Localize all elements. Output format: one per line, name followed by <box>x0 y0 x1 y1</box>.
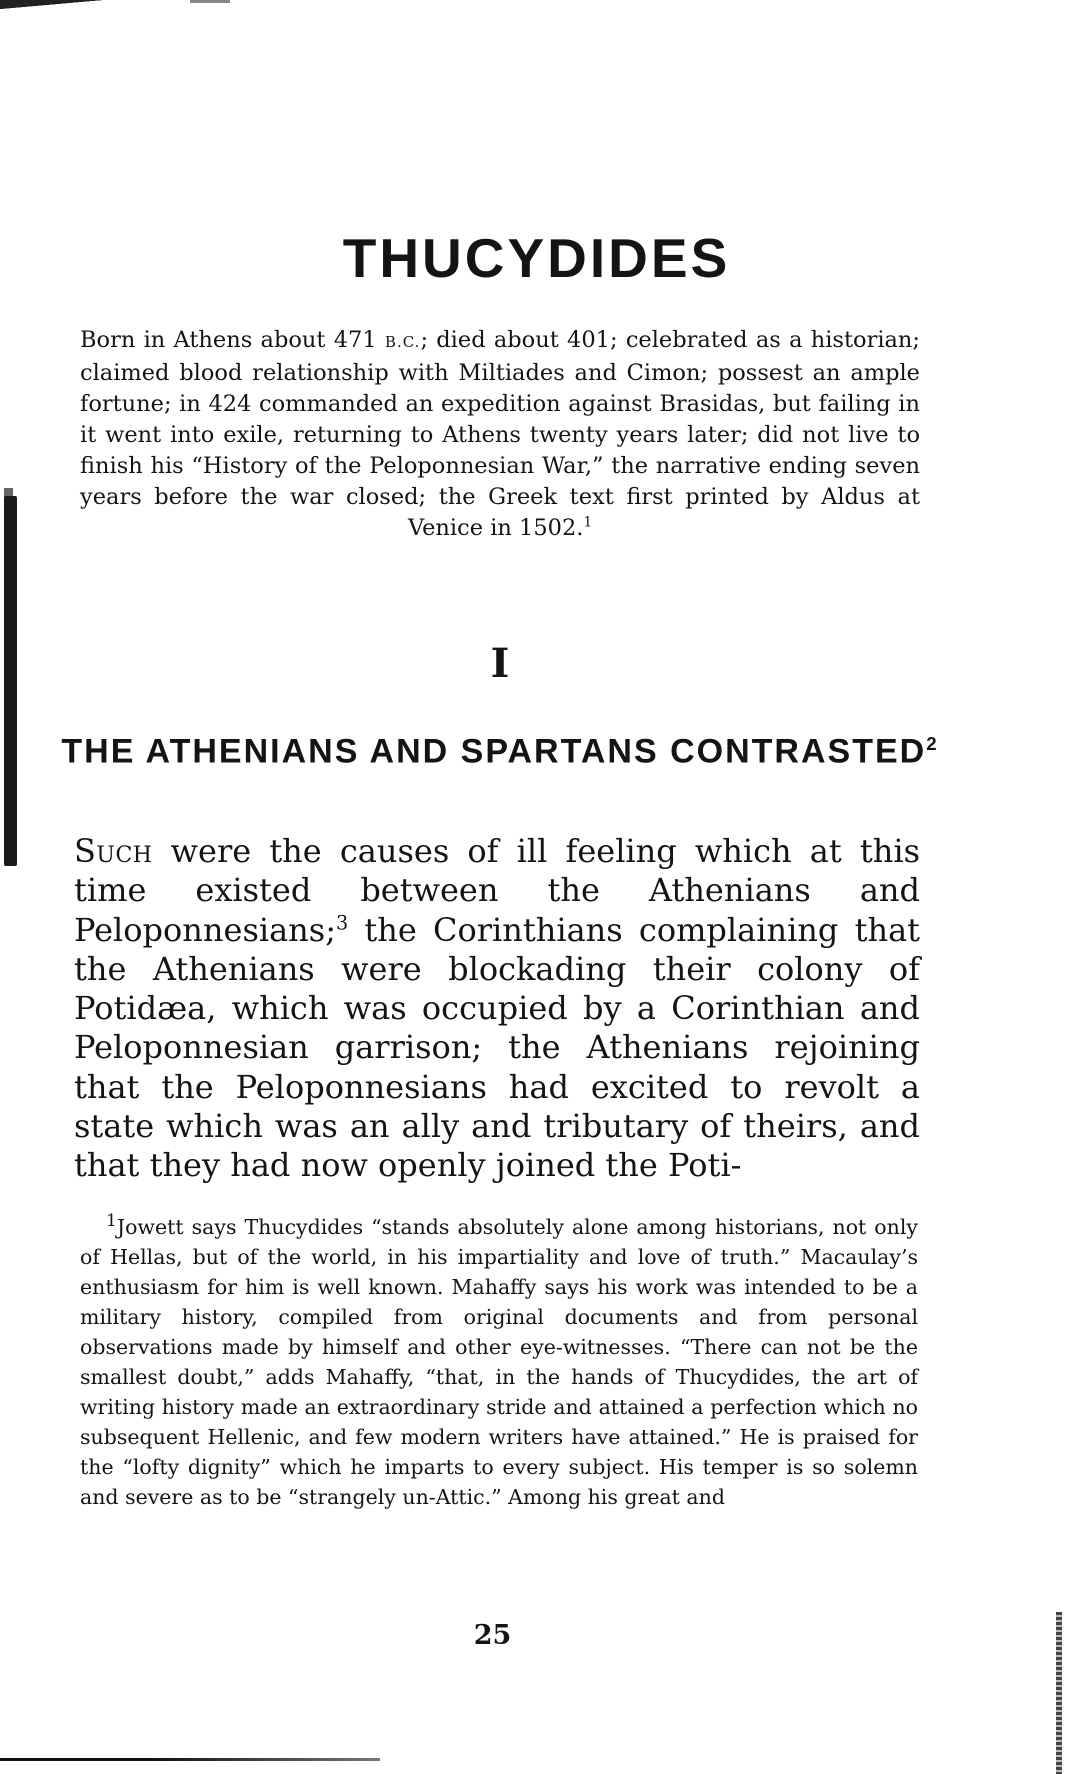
author-title: THUCYDIDES <box>342 227 731 289</box>
footnote-ref: 1 <box>583 514 593 531</box>
scan-artifact <box>0 1758 380 1761</box>
scan-artifact <box>0 0 110 16</box>
page-number: 25 <box>473 1620 512 1651</box>
body-paragraph <box>74 832 920 1186</box>
chapter-title-text: THE ATHENIANS AND SPARTANS CONTRASTED <box>61 732 927 771</box>
bio-text-end: ; died about 401; celebrated as a historian; claimed blood relationship with Miltiades and Cimon; possest an ample fortune; in 424 commanded an expedition against Brasidas, but failing in it went into exile, returning to Athens twenty years later; did not live to finish his “History of the Peloponnesian War,” the narrative ending seven years before the war closed; the Greek text first printed by Aldus at Venice in 1502. <box>80 327 921 541</box>
footnote-marker: 1 <box>106 1211 117 1231</box>
body-lead-word: Such <box>74 832 153 870</box>
chapter-number: I <box>490 640 510 687</box>
body-text-end: the Corinthians complaining that the Athenians were blockading their colony of Potidæa, which was occupied by a Corinthian and Peloponnesian garrison; the Athenians rejoining that the Peloponnesians had excited to revolt a state which was an ally and tributary of theirs, and that they had now openly joined the Poti- <box>74 910 920 1185</box>
bio-text-start: Born in Athens about 471 <box>80 327 385 353</box>
author-biography <box>80 325 920 544</box>
scan-artifact <box>190 0 230 3</box>
body-text-start: were the causes of ill feeling which at this time existed between the Athenians and Peloponnesians; <box>74 832 920 949</box>
footnote-ref: 2 <box>926 733 939 754</box>
footnote-ref: 3 <box>335 910 349 934</box>
scan-artifact <box>1056 1612 1062 1774</box>
footnote <box>80 1206 918 1512</box>
footnote-text: Jowett says Thucydides “stands absolutely alone among historians, not only of Hellas, but of the world, in his impartiality and love of truth.” Macaulay’s enthusiasm for him is well known. Mahaffy says his work was intended to be a military history, compiled from original documents and from personal observations made by himself and other eye-witnesses. “There can not be the smallest doubt,” adds Mahaffy, “that, in the hands of Thucydides, the art of writing history made an extraordinary stride and attained a perfection which no subsequent Hellenic, and few modern writers have attained.” He is praised for the “lofty dignity” which he imparts to every subject. His temper is so solemn and severe as to be “strangely un-Attic.” Among his great and <box>80 1214 918 1509</box>
chapter-title <box>60 724 940 771</box>
bio-era: B.C. <box>384 333 421 351</box>
